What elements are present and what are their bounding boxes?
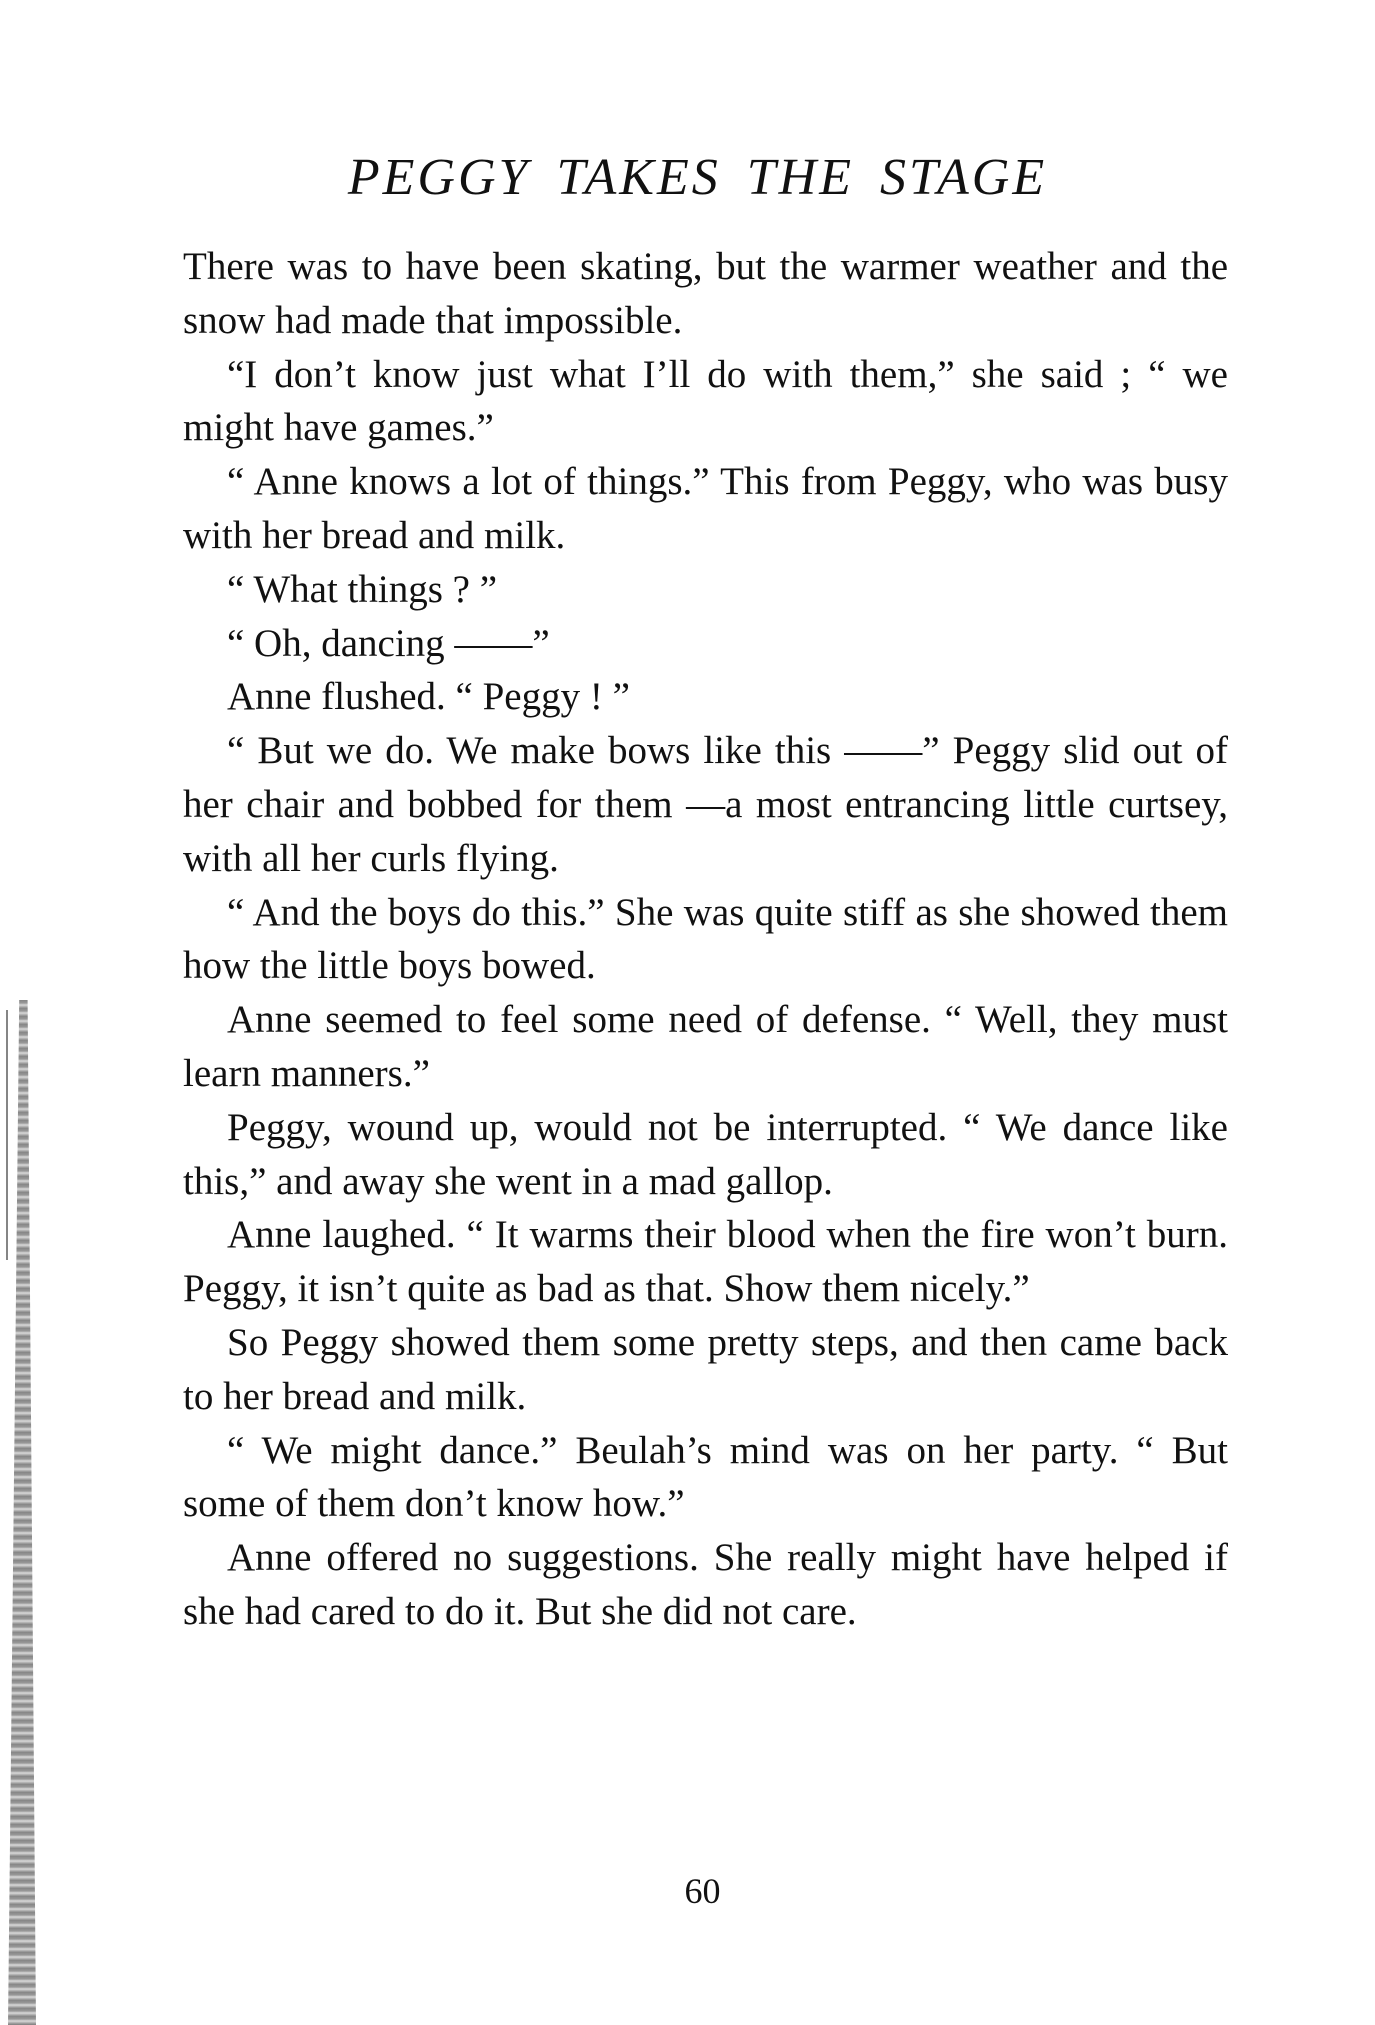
paragraph: Peggy, wound up, would not be interrupted. “ We dance like this,” and away she went in a mad gallop.: [183, 1105, 1228, 1203]
paragraph: “ But we do. We make bows like this ——” Peggy slid out of her chair and bobbed for them —a most entrancing little curtsey, with all her curls flying.: [183, 729, 1228, 880]
paragraph: There was to have been skating, but the warmer weather and the snow had made that impossible.: [183, 245, 1228, 342]
page-number: 60: [684, 1871, 721, 1911]
paragraph: Anne seemed to feel some need of defense. “ Well, they must learn manners.”: [183, 998, 1228, 1095]
body-text: [183, 240, 1228, 1639]
paragraph: “I don’t know just what I’ll do with them,” she said ; “ we might have games.”: [183, 352, 1228, 450]
paragraph: “ Oh, dancing ——”: [227, 621, 550, 665]
paragraph: “ Anne knows a lot of things.” This from Peggy, who was busy with her bread and milk.: [183, 460, 1228, 557]
paragraph: “ What things ? ”: [227, 567, 498, 611]
paragraph: Anne flushed. “ Peggy ! ”: [227, 675, 630, 719]
paragraph: Anne laughed. “ It warms their blood when the fire won’t burn. Peggy, it isn’t quite as bad as that. Show them nicely.”: [183, 1213, 1228, 1311]
running-head: PEGGY TAKES THE STAGE: [347, 149, 1048, 206]
paragraph: Anne offered no suggestions. She really might have helped if she had cared to do it. But she did not care.: [183, 1536, 1228, 1633]
paragraph: So Peggy showed them some pretty steps, and then came back to her bread and milk.: [183, 1320, 1228, 1418]
paragraph: “ And the boys do this.” She was quite stiff as she showed them how the little boys bowed.: [183, 890, 1228, 988]
paragraph: “ We might dance.” Beulah’s mind was on her party. “ But some of them don’t know how.”: [183, 1428, 1228, 1526]
binding-shadow-line: [6, 1010, 8, 1260]
